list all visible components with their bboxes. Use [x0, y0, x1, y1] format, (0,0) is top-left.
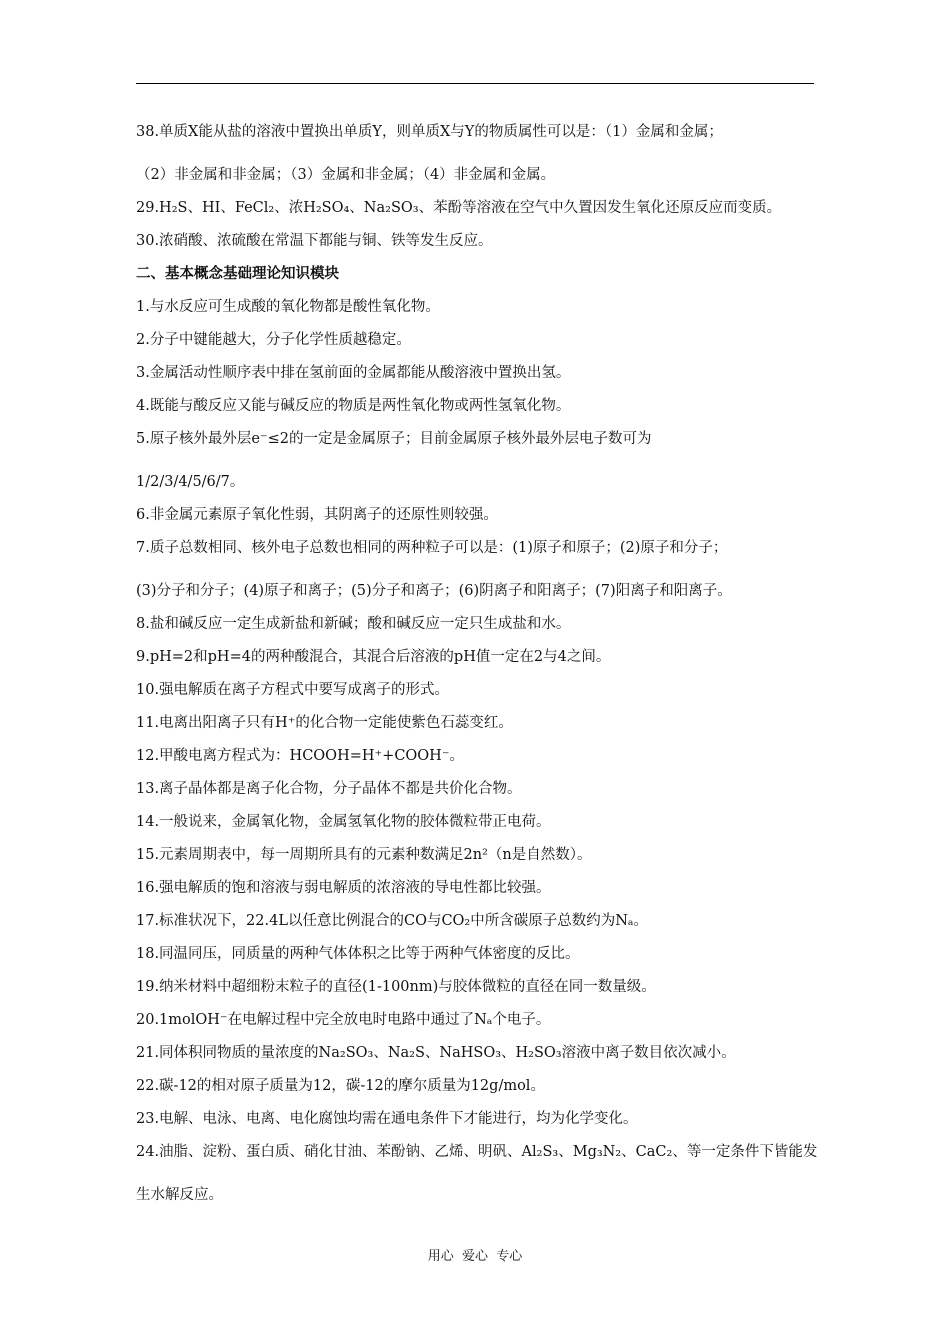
item-18: 18.同温同压，同质量的两种气体体积之比等于两种气体密度的反比。: [136, 946, 580, 962]
item-21: 21.同体积同物质的量浓度的Na₂SO₃、Na₂S、NaHSO₃、H₂SO₃溶液中离子数目依次减小。: [136, 1045, 736, 1061]
item-29: 29.H₂S、HI、FeCl₂、浓H₂SO₄、Na₂SO₃、苯酚等溶液在空气中久置因发生氧化还原反应而变质。: [136, 200, 782, 216]
item-17: 17.标准状况下，22.4L以任意比例混合的CO与CO₂中所含碳原子总数约为Nₐ。: [136, 913, 649, 929]
item-4: 4.既能与酸反应又能与碱反应的物质是两性氧化物或两性氢氧化物。: [136, 398, 571, 414]
item-8: 8.盐和碱反应一定生成新盐和新碱；酸和碱反应一定只生成盐和水。: [136, 616, 571, 632]
header-rule: [136, 83, 814, 84]
item-7-line1: 7.质子总数相同、核外电子总数也相同的两种粒子可以是：(1)原子和原子；(2)原子和分子；: [136, 540, 728, 556]
item-38-line2: （2）非金属和非金属；（3）金属和非金属；（4）非金属和金属。: [136, 167, 556, 183]
item-13: 13.离子晶体都是离子化合物，分子晶体不都是共价化合物。: [136, 781, 522, 797]
page-footer: 用心 爱心 专心: [427, 1249, 523, 1264]
item-19: 19.纳米材料中超细粉末粒子的直径(1-100nm)与胶体微粒的直径在同一数量级。: [136, 979, 656, 995]
item-16: 16.强电解质的饱和溶液与弱电解质的浓溶液的导电性都比较强。: [136, 880, 551, 896]
item-38-line1: 38.单质X能从盐的溶液中置换出单质Y，则单质X与Y的物质属性可以是：（1）金属和金属；: [136, 124, 723, 140]
item-1: 1.与水反应可生成酸的氧化物都是酸性氧化物。: [136, 299, 440, 315]
item-20: 20.1molOH⁻在电解过程中完全放电时电路中通过了Nₐ个电子。: [136, 1012, 551, 1028]
section-title: 二、基本概念基础理论知识模块: [136, 266, 339, 282]
item-5-line2: 1/2/3/4/5/6/7。: [136, 474, 245, 490]
document-body: [136, 122, 826, 1205]
item-14: 14.一般说来，金属氧化物，金属氢氧化物的胶体微粒带正电荷。: [136, 814, 551, 830]
item-23: 23.电解、电泳、电离、电化腐蚀均需在通电条件下才能进行，均为化学变化。: [136, 1111, 638, 1127]
item-24-line2: 生水解反应。: [136, 1187, 223, 1203]
item-11: 11.电离出阳离子只有H⁺的化合物一定能使紫色石蕊变红。: [136, 715, 513, 731]
item-10: 10.强电解质在离子方程式中要写成离子的形式。: [136, 682, 450, 698]
item-9: 9.pH=2和pH=4的两种酸混合，其混合后溶液的pH值一定在2与4之间。: [136, 649, 611, 665]
item-7-line2: (3)分子和分子；(4)原子和离子；(5)分子和离子；(6)阴离子和阳离子；(7)阳离子和阳离子。: [136, 583, 732, 599]
item-12: 12.甲酸电离方程式为：HCOOH=H⁺+COOH⁻。: [136, 748, 464, 764]
item-5-line1: 5.原子核外最外层e⁻≤2的一定是金属原子；目前金属原子核外最外层电子数可为: [136, 431, 652, 447]
item-22: 22.碳-12的相对原子质量为12，碳-12的摩尔质量为12g/mol。: [136, 1078, 545, 1094]
item-15: 15.元素周期表中，每一周期所具有的元素种数满足2n²（n是自然数）。: [136, 847, 592, 863]
item-2: 2.分子中键能越大，分子化学性质越稳定。: [136, 332, 411, 348]
item-6: 6.非金属元素原子氧化性弱，其阴离子的还原性则较强。: [136, 507, 498, 523]
item-24-line1: 24.油脂、淀粉、蛋白质、硝化甘油、苯酚钠、乙烯、明矾、Al₂S₃、Mg₃N₂、CaC₂、等一定条件下皆能发: [136, 1144, 818, 1160]
item-30: 30.浓硝酸、浓硫酸在常温下都能与铜、铁等发生反应。: [136, 233, 493, 249]
item-3: 3.金属活动性顺序表中排在氢前面的金属都能从酸溶液中置换出氢。: [136, 365, 571, 381]
